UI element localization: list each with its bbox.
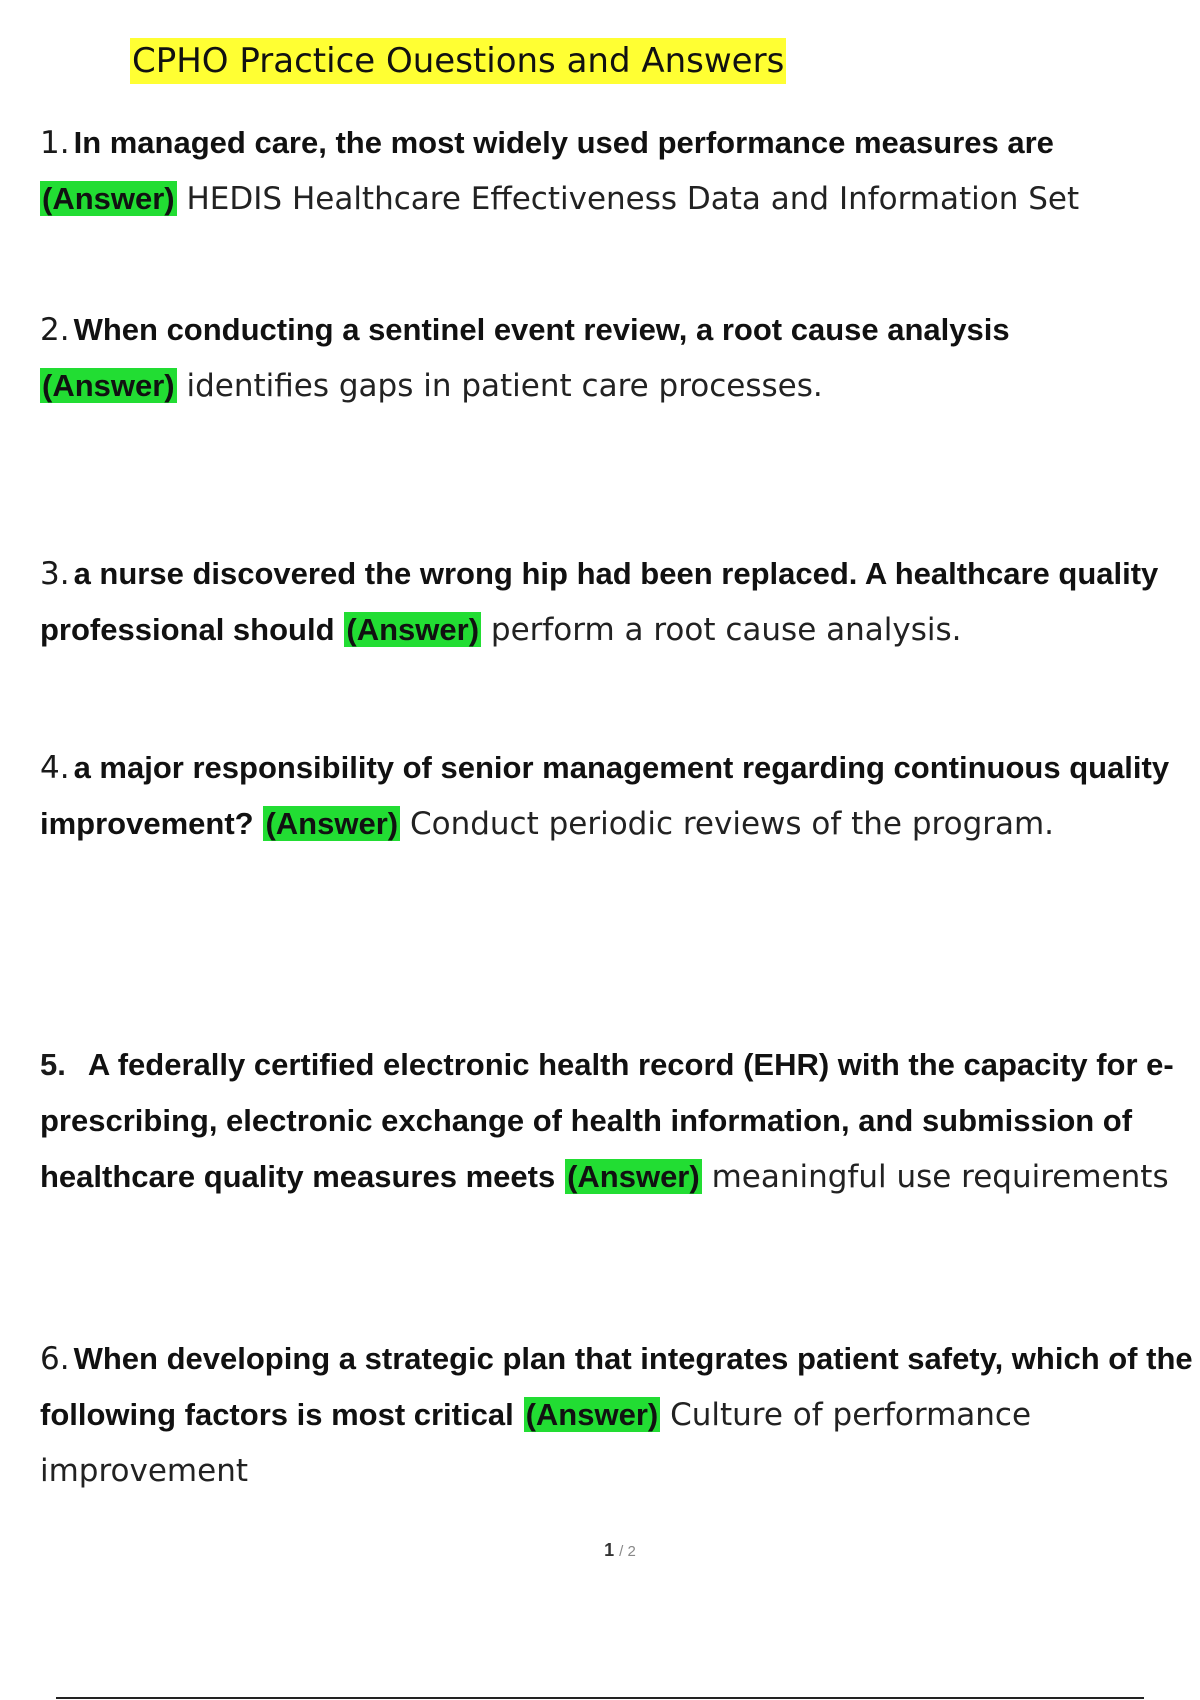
- question-number: 2.: [40, 312, 70, 348]
- page-number: [0, 1540, 1200, 1561]
- answer-tag: (Answer): [265, 806, 399, 841]
- question-number: 3.: [40, 556, 70, 592]
- answer-text: Culture of performance improvement: [40, 1397, 1032, 1489]
- qa-item-3: [40, 546, 1195, 658]
- question-text: a nurse discovered the wrong hip had been replaced. A healthcare quality professional should: [40, 556, 1159, 647]
- answer-text: HEDIS Healthcare Effectiveness Data and Information Set: [186, 181, 1080, 217]
- answer-tag: (Answer): [42, 368, 175, 403]
- page-total: / 2: [619, 1543, 636, 1560]
- question-text: When developing a strategic plan that integrates patient safety, which of the following factors is most critical: [40, 1341, 1193, 1432]
- document-title: CPHO Practice Ouestions and Answers: [130, 38, 786, 84]
- qa-item-5: [40, 1037, 1195, 1205]
- page-current: 1: [604, 1540, 615, 1560]
- answer-tag: (Answer): [42, 181, 175, 216]
- answer-tag: (Answer): [567, 1159, 700, 1194]
- question-number: 6.: [40, 1341, 70, 1377]
- question-number: 5.: [40, 1047, 66, 1082]
- question-text: In managed care, the most widely used performance measures are: [73, 125, 1054, 160]
- answer-tag: (Answer): [346, 612, 480, 647]
- question-number: 1.: [40, 125, 70, 161]
- answer-text: meaningful use requirements: [711, 1159, 1169, 1195]
- question-text: A federally certified electronic health record (EHR) with the capacity for e-prescribing, electronic exchange of health information, and submission of healthcare quality measures meets: [40, 1047, 1174, 1194]
- answer-tag: (Answer): [525, 1397, 659, 1432]
- question-number: 4.: [40, 750, 70, 786]
- page-divider: [56, 1697, 1144, 1699]
- qa-item-2: [40, 302, 1195, 414]
- qa-item-4: [40, 740, 1195, 852]
- qa-item-1: [40, 115, 1195, 227]
- answer-text: identifies gaps in patient care processes.: [186, 368, 823, 404]
- question-text: a major responsibility of senior management regarding continuous quality improvement?: [40, 750, 1170, 841]
- answer-text: perform a root cause analysis.: [490, 612, 962, 648]
- qa-item-6: [40, 1331, 1195, 1499]
- answer-text: Conduct periodic reviews of the program.: [409, 806, 1055, 842]
- question-text: When conducting a sentinel event review, a root cause analysis: [73, 312, 1010, 347]
